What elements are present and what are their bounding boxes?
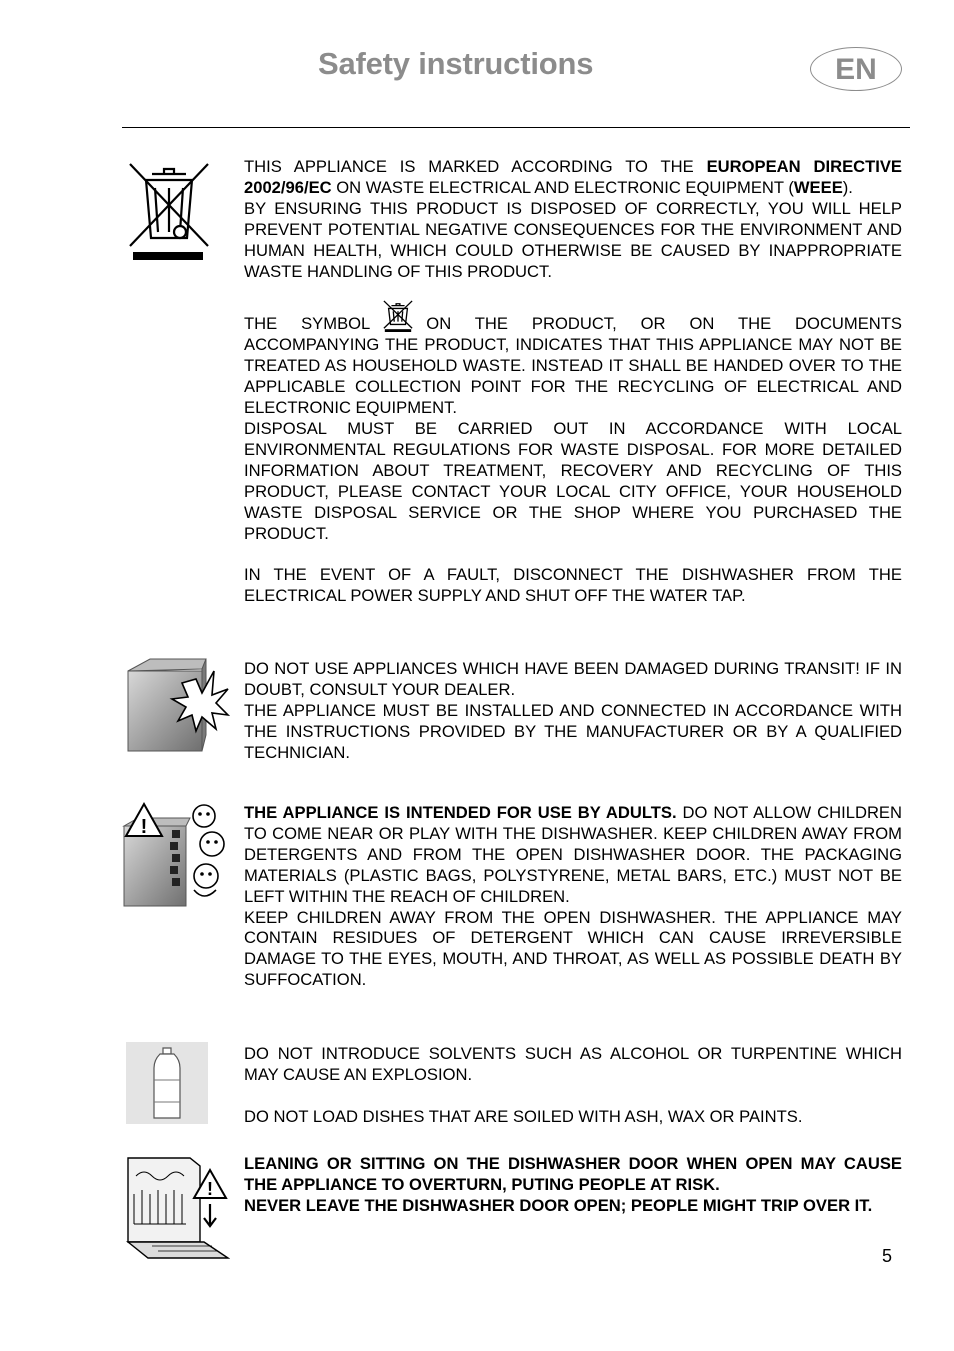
damage-paragraph-1: DO NOT USE APPLIANCES WHICH HAVE BEEN DAMAGED DURING TRANSIT! IF IN DOUBT, CONSULT YOUR DEALER. [244,659,902,699]
solvent-bottle-icon [126,1042,208,1124]
children-paragraph-1: THE APPLIANCE IS INTENDED FOR USE BY ADULTS. DO NOT ALLOW CHILDREN TO COME NEAR OR PLAY WITH THE DISHWASHER. KEEP CHILDREN AWAY FROM DETERGENTS AND FROM THE OPEN DISHWASHER DOOR. THE PACKAGING MATERIALS (PLASTIC BAGS, POLYSTYRENE, METAL BARS, ETC.) MUST NOT BE LEFT WITHIN THE REACH OF CHILDREN. [244,803,902,906]
weee-section [244,157,902,607]
language-badge: EN [810,47,902,91]
door-section [244,1154,902,1217]
weee-paragraph-4: DISPOSAL MUST BE CARRIED OUT IN ACCORDANCE WITH LOCAL ENVIRONMENTAL REGULATIONS FOR WASTE DISPOSAL. FOR MORE DETAILED INFORMATION ABOUT TREATMENT, RECOVERY AND RECYCLING OF THIS PRODUCT, PLEASE CONTACT YOUR LOCAL CITY OFFICE, YOUR HOUSEHOLD WASTE DISPOSAL SERVICE OR THE SHOP WHERE YOU PURCHASED THE PRODUCT. [244,418,902,543]
door-paragraph-1: LEANING OR SITTING ON THE DISHWASHER DOOR WHEN OPEN MAY CAUSE THE APPLIANCE TO OVERTURN, PUTING PEOPLE AT RISK. [244,1154,902,1194]
svg-text:!: ! [207,1179,213,1199]
solvents-paragraph-2: DO NOT LOAD DISHES THAT ARE SOILED WITH ASH, WAX OR PAINTS. [244,1106,803,1126]
weee-paragraph-5: IN THE EVENT OF A FAULT, DISCONNECT THE DISHWASHER FROM THE ELECTRICAL POWER SUPPLY AND SHUT OFF THE WATER TAP. [244,565,902,606]
weee-paragraph-3: THE SYMBOL ON THE PRODUCT, OR ON THE DOCUMENTS ACCOMPANYING THE PRODUCT, INDICATES THAT THIS APPLIANCE MAY NOT BE TREATED AS HOUSEHOLD WASTE. INSTEAD IT SHALL BE HANDED OVER TO THE APPLICABLE COLLECTION POINT FOR THE RECYCLING OF ELECTRICAL AND ELECTRONIC EQUIPMENT. [244,300,902,419]
children-section [244,803,902,991]
crossed-out-wheelie-bin-icon [126,160,212,264]
small-wheelie-bin-icon [380,300,416,332]
damage-section [244,659,902,764]
header-divider [122,127,910,128]
solvents-paragraph-1: DO NOT INTRODUCE SOLVENTS SUCH AS ALCOHOL OR TURPENTINE WHICH MAY CAUSE AN EXPLOSION. [244,1044,902,1084]
solvents-section [244,1044,902,1128]
svg-text:!: ! [140,816,148,838]
children-warning-icon [122,800,234,908]
weee-paragraph-1: THIS APPLIANCE IS MARKED ACCORDING TO THE EUROPEAN DIRECTIVE 2002/96/EC ON WASTE ELECTRICAL AND ELECTRONIC EQUIPMENT (WEEE). [244,157,902,197]
damaged-appliance-icon [124,657,230,753]
page-number: 5 [882,1246,893,1266]
weee-paragraph-2: BY ENSURING THIS PRODUCT IS DISPOSED OF CORRECTLY, YOU WILL HELP PREVENT POTENTIAL NEGATIVE CONSEQUENCES FOR THE ENVIRONMENT AND HUMAN HEALTH, WHICH COULD OTHERWISE BE CAUSED BY INAPPROPRIATE WASTE HANDLING OF THIS PRODUCT. [244,198,902,281]
page-title: Safety instructions [318,46,594,81]
children-paragraph-2: KEEP CHILDREN AWAY FROM THE OPEN DISHWASHER. THE APPLIANCE MAY CONTAIN RESIDUES OF DETERGENT WHICH CAN CAUSE IRREVERSIBLE DAMAGE TO THE EYES, MOUTH, AND THROAT, AS WELL AS POSSIBLE DEATH BY SUFFOCATION. [244,907,902,990]
door-paragraph-2: NEVER LEAVE THE DISHWASHER DOOR OPEN; PEOPLE MIGHT TRIP OVER IT. [244,1195,873,1215]
damage-paragraph-2: THE APPLIANCE MUST BE INSTALLED AND CONNECTED IN ACCORDANCE WITH THE INSTRUCTIONS PROVIDED BY THE MANUFACTURER OR BY A QUALIFIED TECHNICIAN. [244,700,902,762]
open-door-warning-icon [122,1154,230,1260]
